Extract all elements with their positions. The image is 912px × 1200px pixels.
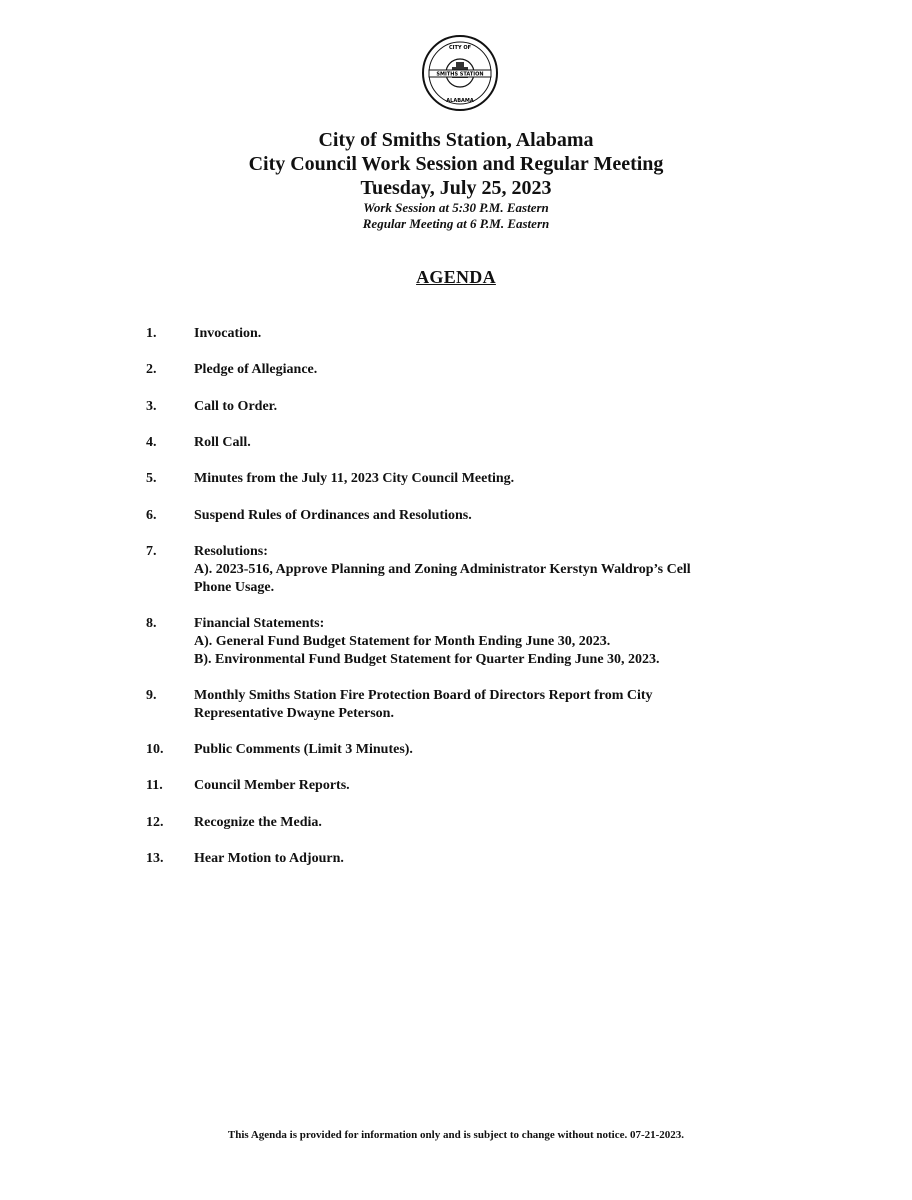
agenda-item-body <box>194 687 814 723</box>
agenda-item-body <box>194 615 814 669</box>
agenda-item-number: 9. <box>146 688 157 703</box>
agenda-footer-note: This Agenda is provided for information only and is subject to change without notice. 07-21-2023. <box>227 1129 685 1141</box>
meeting-title: City Council Work Session and Regular Meeting <box>248 153 664 175</box>
agenda-item-text: Recognize the Media. <box>194 815 322 830</box>
agenda-item-text: Hear Motion to Adjourn. <box>194 851 344 866</box>
agenda-item-number: 5. <box>146 471 157 486</box>
agenda-item-text: Minutes from the July 11, 2023 City Council Meeting. <box>194 471 515 486</box>
agenda-item-text: Council Member Reports. <box>194 778 350 793</box>
agenda-subitem: Representative Dwayne Peterson. <box>194 706 394 721</box>
agenda-item-text: Suspend Rules of Ordinances and Resolutions. <box>194 508 472 523</box>
seal-top-text: CITY OF <box>449 45 471 51</box>
agenda-item-text: Invocation. <box>194 326 262 341</box>
city-name: City of Smiths Station, Alabama <box>318 129 594 151</box>
agenda-item-number: 8. <box>146 616 157 631</box>
seal-bottom-text: ALABAMA <box>446 98 474 104</box>
agenda-item-text: Financial Statements: <box>194 616 325 631</box>
agenda-item-number: 13. <box>146 851 164 866</box>
agenda-item-number: 6. <box>146 508 157 523</box>
agenda-item-number: 12. <box>146 815 164 830</box>
work-session-time: Work Session at 5:30 P.M. Eastern <box>363 200 549 215</box>
agenda-subitem: B). Environmental Fund Budget Statement for Quarter Ending June 30, 2023. <box>194 652 660 667</box>
agenda-item-number: 3. <box>146 399 157 414</box>
meeting-date: Tuesday, July 25, 2023 <box>360 177 552 199</box>
agenda-item-text: Call to Order. <box>194 399 278 414</box>
agenda-item-text: Pledge of Allegiance. <box>194 362 318 377</box>
agenda-item-number: 10. <box>146 742 164 757</box>
agenda-item-number: 7. <box>146 544 157 559</box>
agenda-subitem: A). 2023-516, Approve Planning and Zoning Administrator Kerstyn Waldrop’s Cell <box>194 562 691 577</box>
agenda-heading: AGENDA <box>416 267 496 287</box>
agenda-subitem: A). General Fund Budget Statement for Month Ending June 30, 2023. <box>194 634 611 649</box>
agenda-item-number: 11. <box>146 778 163 793</box>
regular-meeting-time: Regular Meeting at 6 P.M. Eastern <box>362 216 550 231</box>
agenda-item-text: Resolutions: <box>194 544 268 559</box>
agenda-item-number: 4. <box>146 435 157 450</box>
agenda-item-text: Public Comments (Limit 3 Minutes). <box>194 742 413 757</box>
seal-center-text: SMITHS STATION <box>436 71 484 78</box>
agenda-item-number: 2. <box>146 362 157 377</box>
agenda-item-number: 1. <box>146 326 157 341</box>
agenda-item-body <box>194 543 814 597</box>
agenda-item-text: Monthly Smiths Station Fire Protection Board of Directors Report from City <box>194 688 653 703</box>
agenda-item-text: Roll Call. <box>194 435 251 450</box>
agenda-subitem: Phone Usage. <box>194 580 275 595</box>
